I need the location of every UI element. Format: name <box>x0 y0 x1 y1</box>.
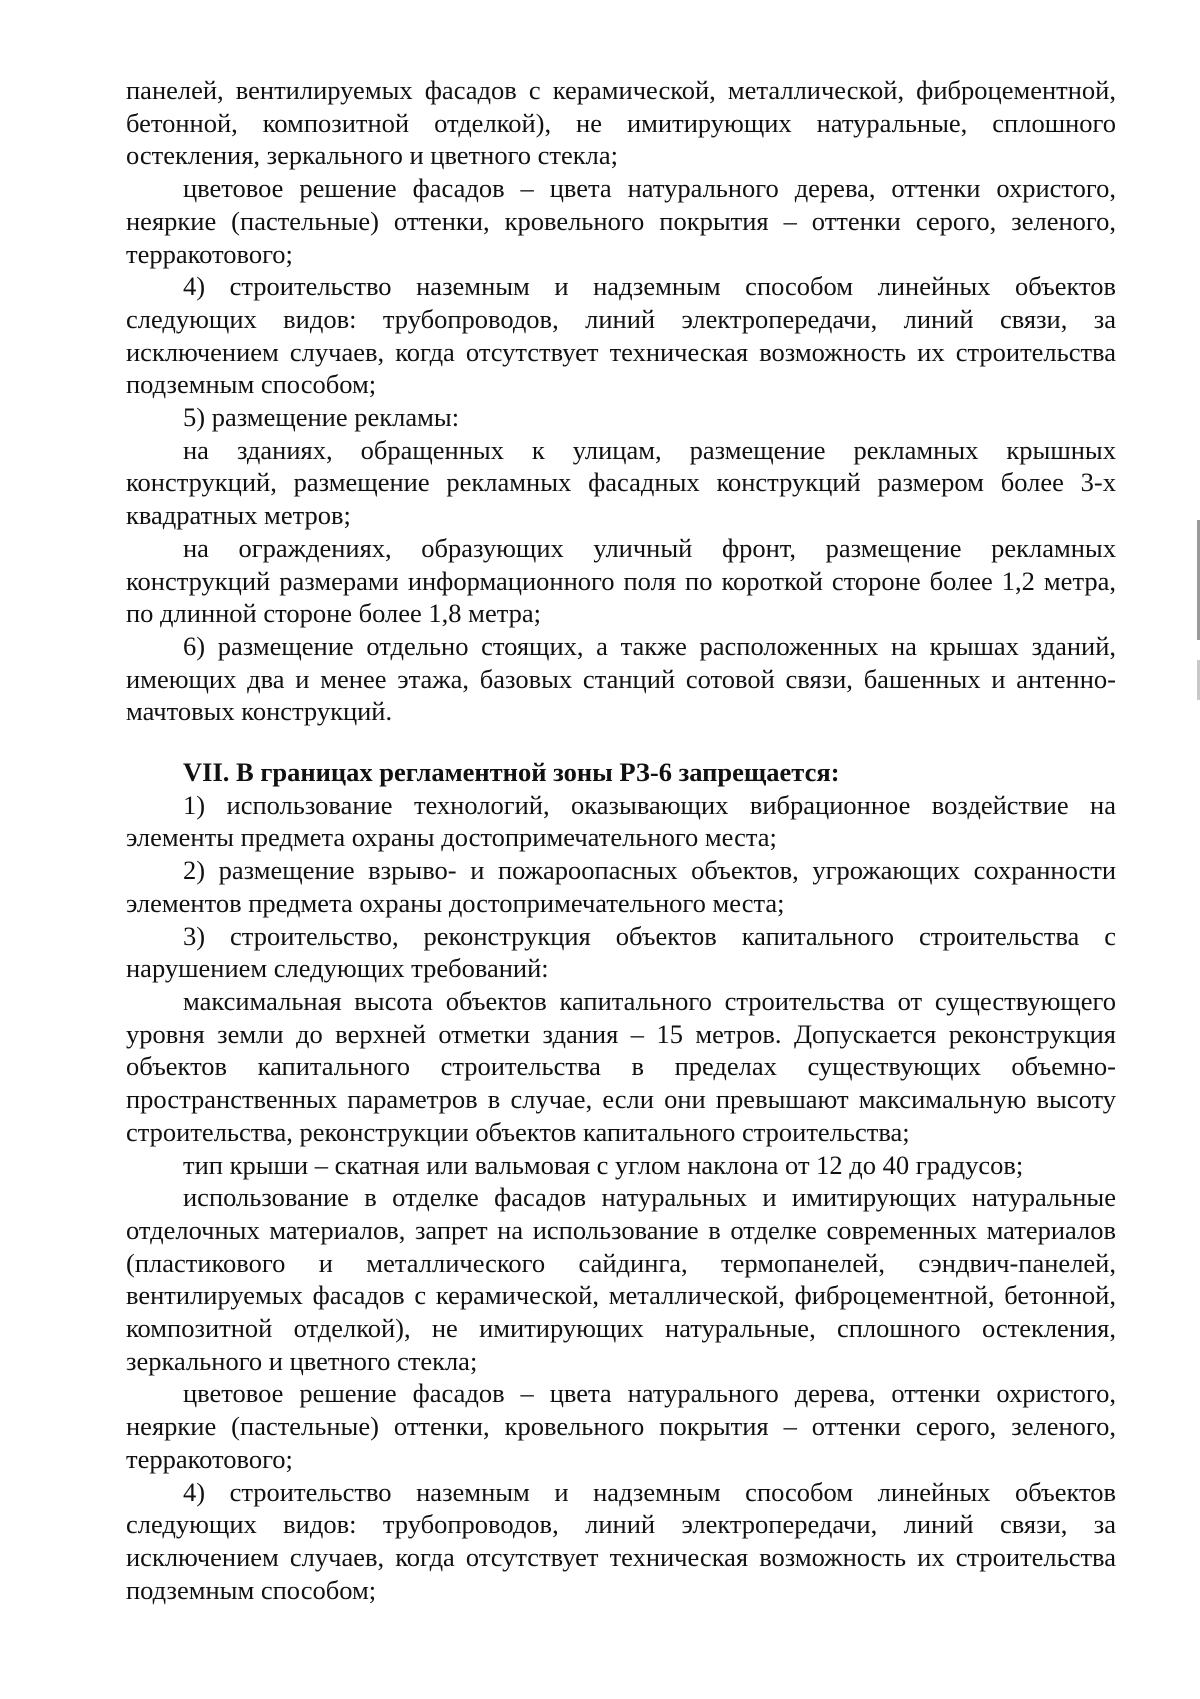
paragraph-continuation: панелей, вентилируемых фасадов с керамической, металлической, фиброцементной, бетонной, композитной отделкой), не имитирующих натуральные, сплошного остекления, зеркального и цветного стекла; <box>126 75 1116 171</box>
paragraph-facade-color: цветовое решение фасадов – цвета натурального дерева, оттенки охристого, неяркие (пастельные) оттенки, кровельного покрытия – оттенки серого, зеленого, терракотового; <box>126 173 1116 269</box>
paragraph-item-1-vibration: 1) использование технологий, оказывающих вибрационное воздействие на элементы предмета охраны достопримечательного места; <box>126 789 1116 853</box>
paragraph-item-3-construction: 3) строительство, реконструкция объектов капитального строительства с нарушением следующих требований: <box>126 920 1116 984</box>
paragraph-item-4-linear-objects: 4) строительство наземным и надземным способом линейных объектов следующих видов: трубопроводов, линий электропередачи, линий связи, за исключением случаев, когда отсутствует техническая возможность их строительства подземным способом; <box>126 271 1116 400</box>
paragraph-facade-materials: использование в отделке фасадов натуральных и имитирующих натуральные отделочных материалов, запрет на использование в отделке современных материалов (пластикового и металлического сайдинга, термопанелей, сэндвич-панелей, вентилируемых фасадов с керамической, металлической, фиброцементной, бетонной, композитной отделкой), не имитирующих натуральные, сплошного остекления, зеркального и цветного стекла; <box>126 1182 1116 1376</box>
paragraph-item-5-advertising: 5) размещение рекламы: <box>183 402 460 433</box>
paragraph-roof-type: тип крыши – скатная или вальмовая с углом наклона от 12 до 40 градусов; <box>183 1149 1024 1180</box>
paragraph-item-2-hazardous-objects: 2) размещение взрыво- и пожароопасных объектов, угрожающих сохранности элементов предмета охраны достопримечательного места; <box>126 855 1116 918</box>
paragraph-max-height: максимальная высота объектов капитального строительства от существующего уровня земли до верхней отметки здания – 15 метров. Допускается реконструкция объектов капитального строительства в пределах существующих объемно-пространственных параметров в случае, если они превышают максимальную высоту строительства, реконструкции объектов капитального строительства; <box>126 985 1116 1147</box>
section-heading: VII. В границах регламентной зоны РЗ-6 запрещается: <box>183 757 840 788</box>
paragraph-advertising-fences: на ограждениях, образующих уличный фронт, размещение рекламных конструкций размерами информационного поля по короткой стороне более 1,2 метра, по длинной стороне более 1,8 метра; <box>126 532 1116 629</box>
paragraph-facade-color-2: цветовое решение фасадов – цвета натурального дерева, оттенки охристого, неяркие (пастельные) оттенки, кровельного покрытия – оттенки серого, зеленого, терракотового; <box>126 1378 1116 1474</box>
document-page <box>126 74 1116 1606</box>
paragraph-advertising-buildings: на зданиях, обращенных к улицам, размещение рекламных крышных конструкций, размещение рекламных фасадных конструкций размером более 3-х квадратных метров; <box>126 434 1116 531</box>
paragraph-item-6-cell-stations: 6) размещение отдельно стоящих, а также расположенных на крышах зданий, имеющих два и менее этажа, базовых станций сотовой связи, башенных и антенно- мачтовых конструкций. <box>126 630 1116 727</box>
paragraph-item-4-linear-objects-2: 4) строительство наземным и надземным способом линейных объектов следующих видов: трубопроводов, линий электропередачи, линий связи, за исключением случаев, когда отсутствует техническая возможность их строительства подземным способом; <box>126 1476 1116 1605</box>
